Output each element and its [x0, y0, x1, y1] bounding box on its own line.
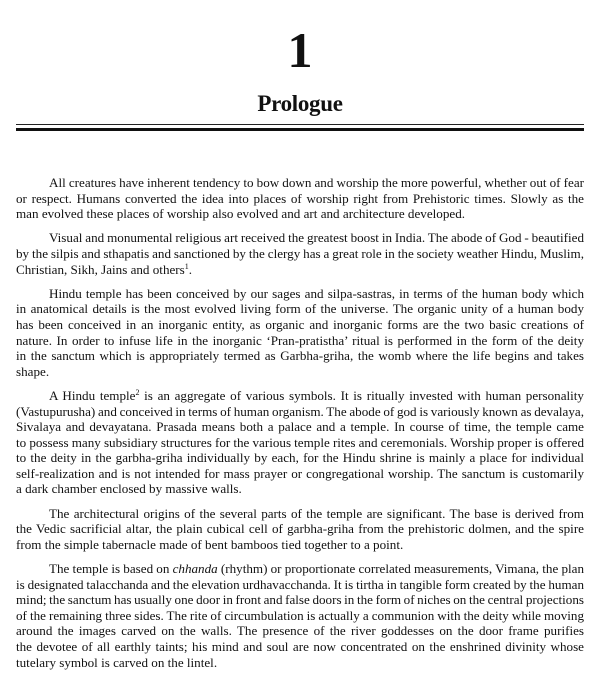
text-line — [16, 348, 584, 364]
text-line — [16, 481, 584, 497]
text-segment: . — [188, 261, 193, 277]
divider-thin — [16, 124, 584, 125]
text-segment: tutelary symbol is carved on the lintel. — [16, 654, 218, 670]
text-line — [16, 521, 584, 537]
paragraph — [16, 175, 584, 222]
text-line — [16, 206, 584, 222]
footnote-ref: 2 — [135, 387, 140, 397]
paragraph — [16, 230, 584, 277]
text-line — [16, 466, 584, 482]
text-line — [16, 608, 584, 624]
text-segment: mind; the sanctum has usually one door in front and false doors in the form of niches on the central projections — [16, 592, 584, 608]
text-segment: in anatomical details is the most evolved living form of the universe. The organic unity of a human body — [16, 301, 584, 317]
chapter-title: Prologue — [257, 91, 343, 116]
text-segment: A Hindu temple — [49, 387, 136, 403]
text-segment: to the deity in the garbha-griha individually by each, for the Hindu shrine is mainly a place for individual — [16, 450, 584, 466]
text-line — [16, 262, 584, 278]
text-segment: All creatures have inherent tendency to bow down and worship the more powerful, whether out of fear — [49, 175, 584, 190]
text-line — [16, 623, 584, 639]
text-line — [16, 561, 584, 577]
text-segment: by the silpis and sthapatis and sanctioned by the clergy has a great role in the society weather Hindu, Muslim, — [16, 245, 584, 261]
text-line — [16, 230, 584, 246]
text-segment: from the simple tabernacle made of bent bamboos tied together to a point. — [16, 536, 404, 552]
text-segment: to possess many subsidiary structures for the various temple rites and ceremonials. Worship proper is offered — [16, 434, 584, 450]
text-line — [16, 592, 584, 608]
text-line — [16, 246, 584, 262]
text-segment: is designated talacchanda and the elevation urdhavacchanda. It is tirtha in tangible form created by the human — [16, 576, 584, 592]
text-segment: man evolved these places of worship also evolved and art and architecture developed. — [16, 206, 466, 222]
text-line — [16, 404, 584, 420]
text-segment: (Vastupurusha) and conceived in terms of human organism. The abode of god is variously known as devalaya, — [16, 403, 584, 419]
text-segment: The temple is based on — [49, 561, 173, 577]
paragraph — [16, 561, 584, 670]
text-segment: has been conceived in an inorganic entity, as organic and inorganic forms are the two basic creations of — [16, 316, 584, 332]
text-line — [16, 333, 584, 349]
text-segment: around the images carved on the walls. The presence of the river goddesses on the door frame purifies — [16, 623, 584, 639]
text-segment: of the remaining three sides. The rite of circumbulation is actually a communion with the deity while moving — [16, 607, 584, 623]
text-segment: chhanda — [172, 561, 218, 577]
text-line — [16, 286, 584, 302]
text-segment: nature. In order to infuse life in the inorganic ‘Pran-pratistha’ ritual is performed in the form of the deity — [16, 332, 584, 348]
paragraph — [16, 388, 584, 497]
text-segment: shape. — [16, 363, 50, 379]
text-line — [16, 388, 584, 404]
text-segment: self-realization and is not intended for mass prayer or congregational worship. The sanctum is customarily — [16, 465, 584, 481]
text-line — [16, 577, 584, 593]
text-line — [16, 639, 584, 655]
text-segment: is an aggregate of various symbols. It is ritually invested with human personality — [139, 387, 584, 403]
text-segment: Sivalaya and devayatana. Prasada means both a palace and a temple. In course of time, the temple came — [16, 419, 584, 435]
text-line — [16, 537, 584, 553]
text-segment: The architectural origins of the several parts of the temple are significant. The base is derived from — [49, 505, 584, 521]
text-segment: or respect. Humans converted the idea into places of worship right from Prehistoric times. Slowly as the — [16, 190, 584, 206]
text-line — [16, 317, 584, 333]
text-segment: the devotee of all earthly taints; his mind and soul are now concentrated on the enshrined divinity whose — [16, 639, 584, 654]
body-text — [16, 175, 584, 679]
text-line — [16, 419, 584, 435]
text-line — [16, 301, 584, 317]
text-segment: in the sanctum which is appropriately termed as Garbha-griha, the womb where the life begins and takes — [16, 348, 584, 364]
paragraph — [16, 506, 584, 553]
divider-thick — [16, 128, 584, 131]
footnote-ref: 1 — [184, 261, 189, 271]
text-segment: Hindu temple has been conceived by our sages and silpa-sastras, in terms of the human body which — [49, 285, 584, 301]
text-line — [16, 450, 584, 466]
paragraph — [16, 286, 584, 380]
text-line — [16, 175, 584, 191]
text-line — [16, 191, 584, 207]
text-segment: the Vedic sacrificial altar, the plain cubical cell of garbha-griha from the prehistoric dolmen, and the spire — [16, 521, 584, 537]
text-segment: a dark chamber enclosed by massive walls. — [16, 481, 242, 497]
text-segment: (rhythm) or proportionate correlated measurements, Vimana, the plan — [217, 561, 584, 577]
text-line — [16, 655, 584, 671]
text-line — [16, 435, 584, 451]
text-segment: Christian, Sikh, Jains and others — [16, 261, 185, 277]
chapter-number: 1 — [287, 22, 313, 78]
text-segment: Visual and monumental religious art received the greatest boost in India. The abode of God - beautified — [49, 230, 584, 246]
text-line — [16, 506, 584, 522]
text-line — [16, 364, 584, 380]
